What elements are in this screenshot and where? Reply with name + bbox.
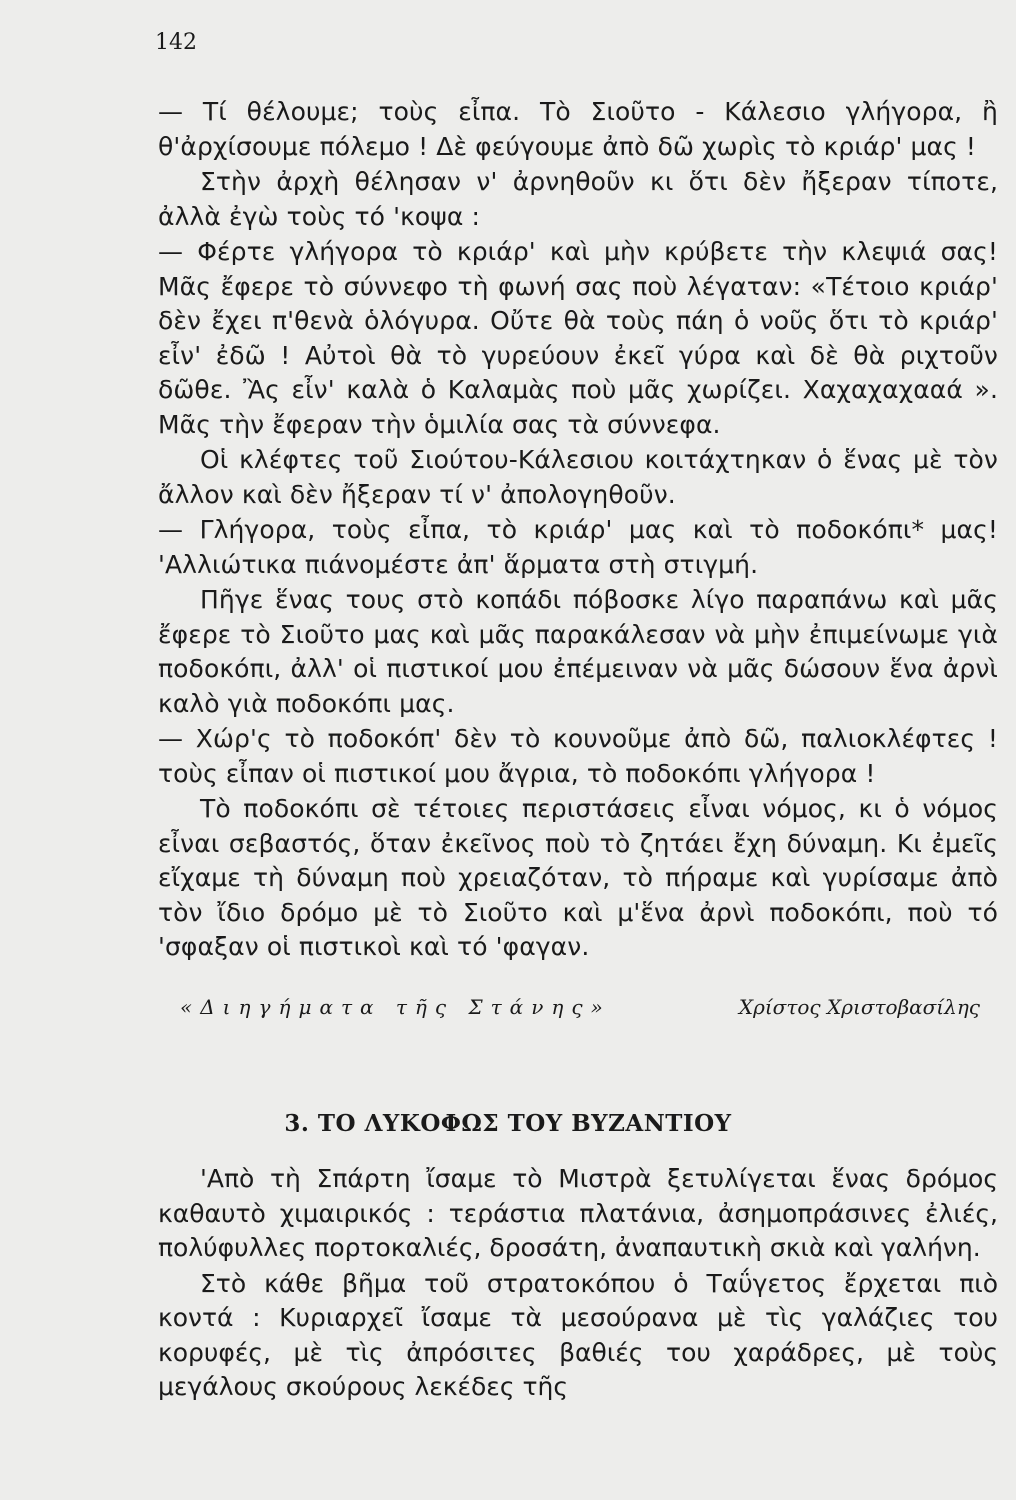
paragraph: — Γλήγορα, τοὺς εἶπα, τὸ κριάρ' μας καὶ τὸ ποδοκόπι* μας! 'Αλλιώτικα πιάνομέστε ἀπ' ἅρματα στὴ στιγμή. [158, 515, 998, 579]
paragraph: 'Απὸ τὴ Σπάρτη ἴσαμε τὸ Μιστρὰ ξετυλίγεται ἕνας δρόμος καθαυτὸ χιμαιρικός : τεράστια πλατάνια, ἀσημοπράσινες ἐλιές, πολύφυλλες πορτοκαλιές, δροσάτη, ἀναπαυτικὴ σκιὰ καὶ γαλήνη. [158, 1164, 998, 1262]
paragraph: Στὴν ἀρχὴ θέλησαν ν' ἀρνηθοῦν κι ὅτι δὲν ἤξεραν τίποτε, ἀλλὰ ἐγὼ τοὺς τό 'κοψα : [158, 167, 998, 231]
story-text [158, 95, 998, 965]
attribution-author: Χρίστος Χριστοβασίλης [738, 995, 980, 1019]
paragraph: — Φέρτε γλήγορα τὸ κριάρ' καὶ μὴν κρύβετε τὴν κλεψιά σας! Μᾶς ἔφερε τὸ σύννεφο τὴ φωνή σας ποὺ λέγαταν: «Τέτοιο κριάρ' δὲν ἔχει π'θενὰ ὁλόγυρα. Οὔτε θὰ τοὺς πάη ὁ νοῦς ὅτι τὸ κριάρ' εἶν' ἐδῶ ! Αὐτοὶ θὰ τὸ γυρεύουν ἐκεῖ γύρα καὶ δὲ θὰ ριχτοῦν δῶθε. Ἂς εἶν' καλὰ ὁ Καλαμὰς ποὺ μᾶς χωρίζει. Χαχαχαχααά ». Μᾶς τὴν ἔφεραν τὴν ὁμιλία σας τὰ σύννεφα. [158, 237, 998, 439]
paragraph: Οἱ κλέφτες τοῦ Σιούτου-Κάλεσιου κοιτάχτηκαν ὁ ἕνας μὲ τὸν ἄλλον καὶ δὲν ἤξεραν τί ν' ἀπολογηθοῦν. [158, 445, 998, 509]
attribution [180, 995, 980, 1019]
paragraph: — Χώρ'ς τὸ ποδοκόπ' δὲν τὸ κουνοῦμε ἀπὸ δῶ, παλιοκλέφτες ! τοὺς εἶπαν οἱ πιστικοί μου ἄγρια, τὸ ποδοκόπι γλήγορα ! [158, 724, 998, 788]
section-heading: 3. ΤΟ ΛΥΚΟΦΩΣ ΤΟΥ ΒΥΖΑΝΤΙΟΥ [284, 1110, 732, 1137]
paragraph: — Τί θέλουμε; τοὺς εἶπα. Τὸ Σιοῦτο - Κάλεσιο γλήγορα, ἢ θ'ἀρχίσουμε πόλεμο ! Δὲ φεύγουμε ἀπὸ δῶ χωρὶς τὸ κριάρ' μας ! [158, 97, 998, 161]
page-number: 142 [155, 30, 197, 55]
attribution-source: «Διηγήματα τῆς Στάνης» [180, 995, 611, 1019]
paragraph: Τὸ ποδοκόπι σὲ τέτοιες περιστάσεις εἶναι νόμος, κι ὁ νόμος εἶναι σεβαστός, ὅταν ἐκεῖνος ποὺ τὸ ζητάει ἔχη δύναμη. Κι ἐμεῖς εἴχαμε τὴ δύναμη ποὺ χρειαζόταν, τὸ πήραμε καὶ γυρίσαμε ἀπὸ τὸν ἴδιο δρόμο μὲ τὸ Σιοῦτο καὶ μ'ἕνα ἀρνὶ ποδοκόπι, ποὺ τό 'σφαξαν οἱ πιστικοὶ καὶ τό 'φαγαν. [158, 794, 998, 961]
paragraph: Πῆγε ἕνας τους στὸ κοπάδι πόβοσκε λίγο παραπάνω καὶ μᾶς ἔφερε τὸ Σιοῦτο μας καὶ μᾶς παρακάλεσαν νὰ μὴν ἐπιμείνωμε γιὰ ποδοκόπι, ἀλλ' οἱ πιστικοί μου ἐπέμειναν νὰ μᾶς δώσουν ἕνα ἀρνὶ καλὸ γιὰ ποδοκόπι μας. [158, 585, 998, 718]
paragraph: Στὸ κάθε βῆμα τοῦ στρατοκόπου ὁ Ταΰγετος ἔρχεται πιὸ κοντά : Κυριαρχεῖ ἴσαμε τὰ μεσούρανα μὲ τὶς γαλάζιες του κορυφές, μὲ τὶς ἀπρόσιτες βαθιές του χαράδρες, μὲ τοὺς μεγάλους σκούρους λεκέδες τῆς [158, 1268, 998, 1401]
section-text [158, 1162, 998, 1405]
